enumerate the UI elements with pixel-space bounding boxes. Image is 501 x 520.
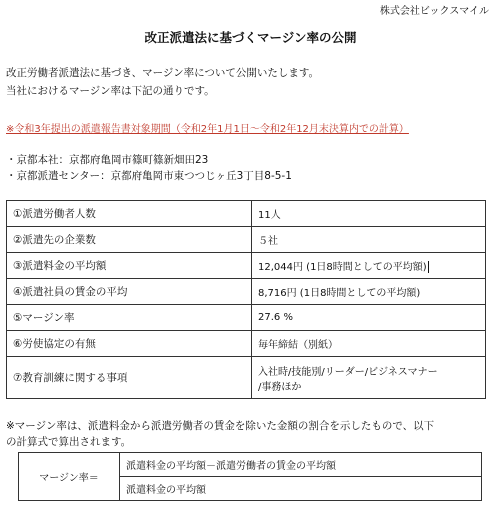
table-row bbox=[7, 201, 486, 227]
table-row bbox=[7, 357, 486, 399]
formula-denominator: 派遣料金の平均額 bbox=[120, 477, 482, 501]
formula-row bbox=[19, 453, 482, 477]
row-label: ②派遣先の企業数 bbox=[7, 227, 252, 253]
margin-info-table bbox=[6, 200, 486, 399]
margin-formula-table bbox=[18, 452, 482, 501]
row-value: 毎年締結（別紙） bbox=[252, 331, 486, 357]
row-label: ③派遣料金の平均額 bbox=[7, 253, 252, 279]
row-label: ⑦教育訓練に関する事項 bbox=[7, 357, 252, 399]
row-label: ⑤マージン率 bbox=[7, 305, 252, 331]
row-value: 11人 bbox=[252, 201, 486, 227]
intro-line-1: 改正労働者派遣法に基づき、マージン率について公開いたします。 bbox=[6, 67, 320, 79]
note-line-2: の計算式で算出されます。 bbox=[6, 436, 132, 448]
formula-label: マージン率＝ bbox=[19, 453, 120, 501]
row-value-line-1: 入社時/技能別/リーダー/ビジネスマナー bbox=[258, 366, 438, 378]
row-value-line-2: /事務ほか bbox=[258, 381, 302, 393]
row-value[interactable] bbox=[252, 253, 486, 279]
table-row bbox=[7, 331, 486, 357]
text-cursor bbox=[428, 261, 429, 273]
row-value: ５社 bbox=[252, 227, 486, 253]
table-row bbox=[7, 279, 486, 305]
table-row bbox=[7, 253, 486, 279]
row-value-text: 12,044円 (1日8時間としての平均額) bbox=[258, 262, 427, 273]
intro-line-2: 当社におけるマージン率は下記の通りです。 bbox=[6, 85, 215, 97]
table-row bbox=[7, 227, 486, 253]
head-office-address: ・京都本社：京都府亀岡市篠町篠新畑田23 bbox=[6, 154, 209, 166]
note-line-1: ※マージン率は、派遣料金から派遣労働者の賃金を除いた金額の割合を示したもので、以下 bbox=[6, 420, 435, 432]
row-label: ⑥労使協定の有無 bbox=[7, 331, 252, 357]
row-label: ④派遣社員の賃金の平均 bbox=[7, 279, 252, 305]
reporting-period-notice: ※令和3年提出の派遣報告書対象期間（令和2年1月1日～令和2年12月末決算内での計算） bbox=[6, 124, 409, 135]
table-row bbox=[7, 305, 486, 331]
dispatch-center-address: ・京都派遣センター：京都府亀岡市東つつじヶ丘3丁目8-5-1 bbox=[6, 170, 292, 182]
row-value: 8,716円 (1日8時間としての平均額) bbox=[252, 279, 486, 305]
page-title: 改正派遣法に基づくマージン率の公開 bbox=[144, 30, 357, 45]
row-label: ①派遣労働者人数 bbox=[7, 201, 252, 227]
margin-rate-note bbox=[6, 418, 494, 450]
formula-numerator: 派遣料金の平均額－派遣労働者の賃金の平均額 bbox=[120, 453, 482, 477]
office-addresses bbox=[6, 152, 292, 184]
row-value: 27.6 % bbox=[252, 305, 486, 331]
intro-text bbox=[6, 64, 319, 100]
company-name: 株式会社ビックスマイル bbox=[379, 6, 489, 17]
row-value bbox=[252, 357, 486, 399]
